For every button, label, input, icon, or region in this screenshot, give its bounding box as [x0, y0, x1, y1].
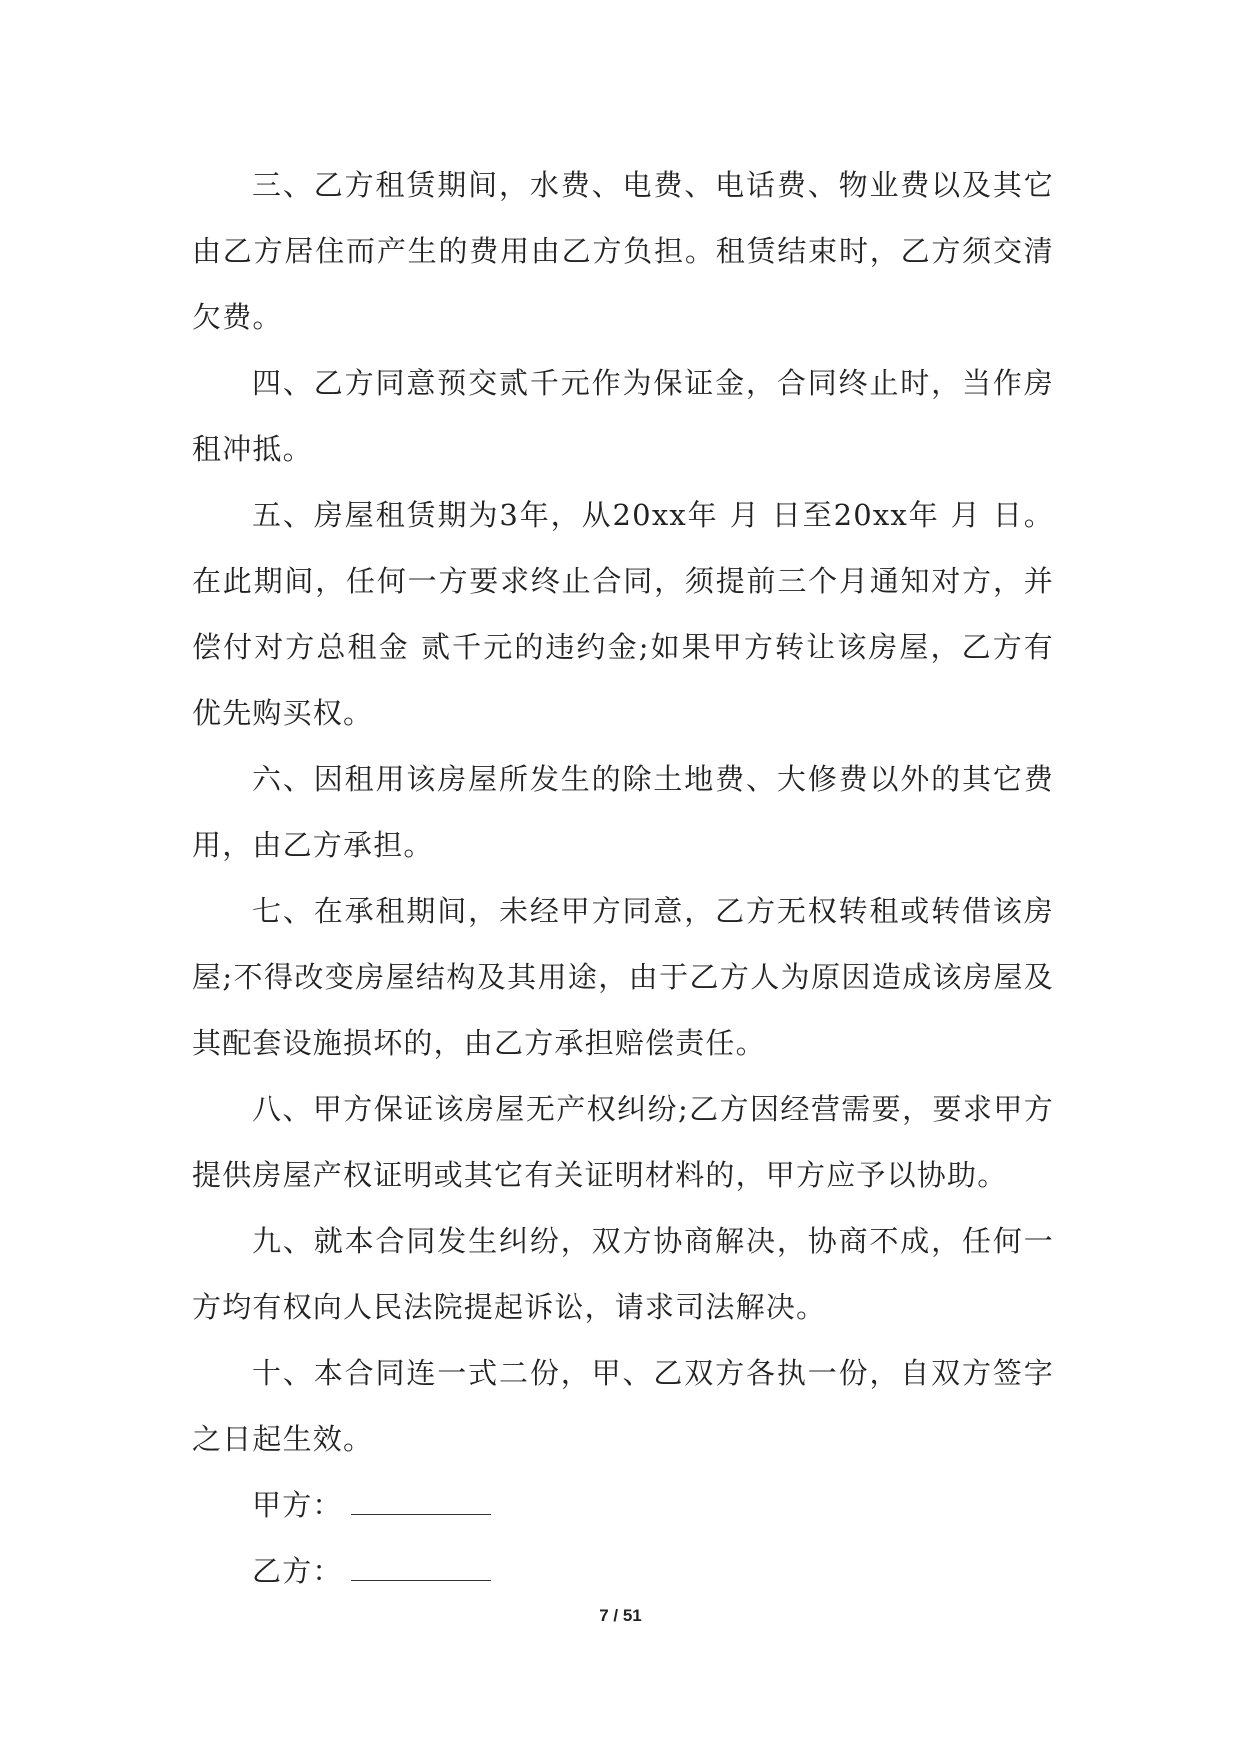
party-b-label: 乙方：: [252, 1554, 343, 1588]
clause-5: 五、房屋租赁期为3年，从20xx年 月 日至20xx年 月 日。在此期间，任何一方要求终止合同，须提前三个月通知对方，并偿付对方总租金 贰千元的违约金;如果甲方转让该房屋，乙方有优先购买权。: [192, 498, 1054, 730]
party-a-signature-blank: [351, 1484, 491, 1515]
clause-3: 三、乙方租赁期间，水费、电费、电话费、物业费以及其它由乙方居住而产生的费用由乙方负担。租赁结束时，乙方须交清欠费。: [192, 168, 1054, 334]
party-a-signature-line: [192, 1472, 1054, 1538]
clause-4: 四、乙方同意预交贰千元作为保证金，合同终止时，当作房租冲抵。: [192, 366, 1054, 466]
party-a-label: 甲方：: [252, 1488, 343, 1522]
party-b-signature-line: [192, 1538, 1054, 1604]
clause-9: 九、就本合同发生纠纷，双方协商解决，协商不成，任何一方均有权向人民法院提起诉讼，请求司法解决。: [192, 1224, 1054, 1324]
party-b-signature-blank: [351, 1550, 491, 1581]
clause-6: 六、因租用该房屋所发生的除土地费、大修费以外的其它费用，由乙方承担。: [192, 762, 1054, 862]
clause-10: 十、本合同连一式二份，甲、乙双方各执一份，自双方签字之日起生效。: [192, 1356, 1054, 1456]
clause-7: 七、在承租期间，未经甲方同意，乙方无权转租或转借该房屋;不得改变房屋结构及其用途，由于乙方人为原因造成该房屋及其配套设施损坏的，由乙方承担赔偿责任。: [192, 894, 1054, 1060]
contract-body: [192, 152, 1054, 1604]
clause-8: 八、甲方保证该房屋无产权纠纷;乙方因经营需要，要求甲方提供房屋产权证明或其它有关证明材料的，甲方应予以协助。: [192, 1092, 1054, 1192]
page-number: 7 / 51: [599, 1606, 642, 1625]
